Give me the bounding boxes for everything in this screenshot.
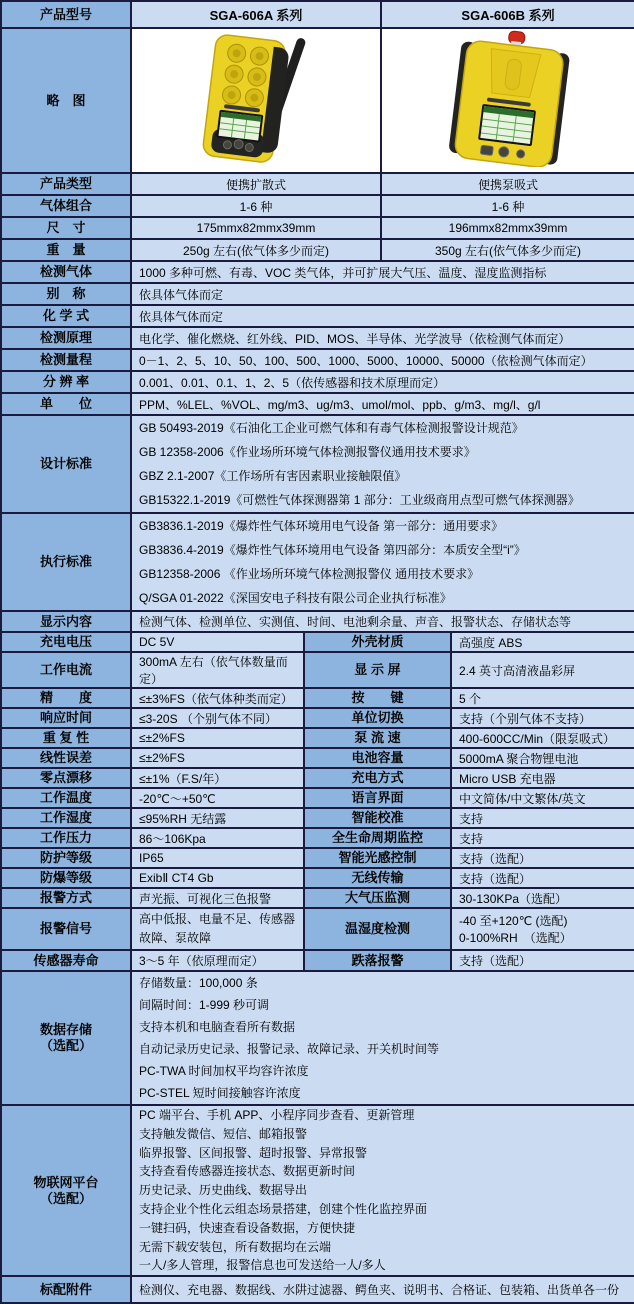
label-barometric-monitoring: 大气压监测 [304,888,451,908]
spec-line: PC-STEL 短时间接触容许浓度 [139,1086,301,1100]
label-working-current: 工作电流 [1,652,131,688]
value-resolution: 0.001、0.01、0.1、1、2、5（依传感器和技术原理而定） [131,371,634,393]
label-response-time: 响应时间 [1,708,131,728]
spec-line: 一键扫码，快速查看设备数据，方便快捷 [139,1220,356,1235]
value-barometric-monitoring: 30-130KPa（选配） [451,888,634,908]
value-design-standards [131,415,634,513]
value-unit-switch: 支持（个别气体不支持） [451,708,634,728]
spec-line: 0-100%RH （选配） [459,931,572,945]
label-units: 单 位 [1,393,131,415]
label-accuracy: 精 度 [1,688,131,708]
spec-line: 无需下载安装包，所有数据均在云端 [139,1239,332,1254]
spec-line: PC 端平台、手机 APP、小程序同步查看、更新管理 [139,1108,415,1122]
value-product-type-b: 便携泵吸式 [381,173,634,195]
value-shell-material: 高强度 ABS [451,632,634,652]
value-gas-combination-a: 1-6 种 [131,195,381,217]
label-working-humidity: 工作湿度 [1,808,131,828]
value-sensor-life: 3～5 年（依原理而定） [131,950,304,971]
spec-line: GB 50493-2019《石油化工企业可燃气体和有毒气体检测报警设计规范》 [139,421,524,435]
value-accuracy: ≤±3%FS（依气体种类而定） [131,688,304,708]
label-explosion-proof-rating: 防爆等级 [1,868,131,888]
device-b-image-cell [381,28,634,173]
value-buttons: 5 个 [451,688,634,708]
label-design-standards: 设计标准 [1,415,131,513]
spec-line: 存储数量：100,000 条 [139,976,258,990]
value-smart-calibration: 支持 [451,808,634,828]
label-pump-flow: 泵 流 速 [304,728,451,748]
label-alarm-signal: 报警信号 [1,908,131,950]
value-wireless-transmission: 支持（选配） [451,868,634,888]
label-sketch: 略 图 [1,28,131,173]
value-repeatability: ≤±2%FS [131,728,304,748]
label-detection-range: 检测量程 [1,349,131,371]
label-working-pressure: 工作压力 [1,828,131,848]
label-charging-voltage: 充电电压 [1,632,131,652]
label-line: 数据存储 [39,1022,92,1037]
value-dimensions-b: 196mmx82mmx39mm [381,217,634,239]
spec-line: 自动记录历史记录、报警记录、故障记录、开关机时间等 [139,1042,440,1056]
label-linearity-error: 线性误差 [1,748,131,768]
header-series-a: SGA-606A 系列 [131,1,381,28]
value-working-temperature: -20℃～+50℃ [131,788,304,808]
spec-line: GB12358-2006 《作业场所环境气体检测报警仪 通用技术要求》 [139,567,480,581]
label-resolution: 分 辨 率 [1,371,131,393]
value-explosion-proof-rating: ExibⅡ CT4 Gb [131,868,304,888]
spec-line: GB 12358-2006《作业场所环境气体检测报警仪通用技术要求》 [139,445,476,459]
label-gas-combination: 气体组合 [1,195,131,217]
value-working-pressure: 86～106Kpa [131,828,304,848]
label-detected-gases: 检测气体 [1,261,131,283]
label-zero-drift: 零点漂移 [1,768,131,788]
value-execution-standards [131,513,634,611]
value-dimensions-a: 175mmx82mmx39mm [131,217,381,239]
label-temp-humidity-detection: 温湿度检测 [304,908,451,950]
label-iot-platform [1,1105,131,1276]
value-detected-gases: 1000 多种可燃、有毒、VOC 类气体，并可扩展大气压、温度、湿度监测指标 [131,261,634,283]
label-chemical-formula: 化 学 式 [1,305,131,327]
device-a-image-cell [131,28,381,173]
label-wireless-transmission: 无线传输 [304,868,451,888]
label-unit-switch: 单位切换 [304,708,451,728]
label-dimensions: 尺 寸 [1,217,131,239]
value-pump-flow: 400-600CC/Min（限泵吸式） [451,728,634,748]
header-label-product-model: 产品型号 [1,1,131,28]
value-units: PPM、%LEL、%VOL、mg/m3、ug/m3、umol/mol、ppb、g/m3、mg/l、g/l [131,393,634,415]
value-weight-a: 250g 左右(依气体多少而定) [131,239,381,261]
value-detection-range: 0－1、2、5、10、50、100、500、1000、5000、10000、50000（依检测气体而定） [131,349,634,371]
label-line: 物联网平台 [33,1174,99,1190]
label-alias: 别 称 [1,283,131,305]
value-product-type-a: 便携扩散式 [131,173,381,195]
header-series-b: SGA-606B 系列 [381,1,634,28]
label-line: （选配） [39,1190,92,1206]
value-weight-b: 350g 左右(依气体多少而定) [381,239,634,261]
value-alias: 依具体气体而定 [131,283,634,305]
value-charging-method: Micro USB 充电器 [451,768,634,788]
label-alarm-mode: 报警方式 [1,888,131,908]
value-standard-accessories: 检测仪、充电器、数据线、水阱过滤器、鳄鱼夹、说明书、合格证、包装箱、出货单各一份 [131,1276,634,1303]
value-alarm-signal: 高中低报、电量不足、传感器故障、泵故障 [131,908,304,950]
spec-line: Q/SGA 01-2022《深国安电子科技有限公司企业执行标准》 [139,591,452,605]
label-standard-accessories: 标配附件 [1,1276,131,1303]
value-battery-capacity: 5000mA 聚合物锂电池 [451,748,634,768]
value-temp-humidity-detection [451,908,634,950]
value-lifecycle-monitoring: 支持 [451,828,634,848]
label-line: （选配） [39,1038,92,1053]
spec-line: 支持本机和电脑查看所有数据 [139,1020,296,1034]
label-working-temperature: 工作温度 [1,788,131,808]
spec-line: 历史记录、历史曲线、数据导出 [139,1183,308,1198]
value-charging-voltage: DC 5V [131,632,304,652]
value-display-content: 检测气体、检测单位、实测值、时间、电池剩余量、声音、报警状态、存储状态等 [131,611,634,632]
value-iot-platform [131,1105,634,1276]
spec-line: GB3836.4-2019《爆炸性气体环境用电气设备 第四部分：本质安全型“i”》 [139,543,526,557]
value-gas-combination-b: 1-6 种 [381,195,634,217]
label-detection-principle: 检测原理 [1,327,131,349]
device-b-image [391,29,625,167]
label-lifecycle-monitoring: 全生命周期监控 [304,828,451,848]
value-working-humidity: ≤95%RH 无结露 [131,808,304,828]
label-sensor-life: 传感器寿命 [1,950,131,971]
value-light-sensor-control: 支持（选配） [451,848,634,868]
spec-line: 一人/多人管理，报警信息也可发送给一人/多人 [139,1258,386,1273]
value-detection-principle: 电化学、催化燃烧、红外线、PID、MOS、半导体、光学波导（依检测气体而定） [131,327,634,349]
spec-line: 支持企业个性化云组态场景搭建，创建个性化监控界面 [139,1201,428,1216]
spec-line: -40 至+120℃ (选配) [459,914,568,928]
value-protection-rating: IP65 [131,848,304,868]
label-charging-method: 充电方式 [304,768,451,788]
value-language-ui: 中文简体/中文繁体/英文 [451,788,634,808]
label-shell-material: 外壳材质 [304,632,451,652]
value-drop-alarm: 支持（选配） [451,950,634,971]
label-execution-standards: 执行标准 [1,513,131,611]
label-display-content: 显示内容 [1,611,131,632]
value-linearity-error: ≤±2%FS [131,748,304,768]
label-drop-alarm: 跌落报警 [304,950,451,971]
value-chemical-formula: 依具体气体而定 [131,305,634,327]
spec-line: 间隔时间：1-999 秒可调 [139,998,270,1012]
label-data-storage [1,971,131,1105]
label-language-ui: 语言界面 [304,788,451,808]
label-repeatability: 重 复 性 [1,728,131,748]
label-weight: 重 量 [1,239,131,261]
value-zero-drift: ≤±1%（F.S/年） [131,768,304,788]
spec-line: 支持查看传感器连接状态、数据更新时间 [139,1164,356,1179]
label-light-sensor-control: 智能光感控制 [304,848,451,868]
spec-line: PC-TWA 时间加权平均容许浓度 [139,1064,309,1078]
label-product-type: 产品类型 [1,173,131,195]
spec-line: GB3836.1-2019《爆炸性气体环境用电气设备 第一部分：通用要求》 [139,519,504,533]
spec-line: GBZ 2.1-2007《工作场所有害因素职业接触限值》 [139,469,407,483]
label-display-screen: 显 示 屏 [304,652,451,688]
spec-line: GB15322.1-2019《可燃性气体探测器第 1 部分：工业级商用点型可燃气体探测器》 [139,493,580,507]
label-smart-calibration: 智能校准 [304,808,451,828]
value-data-storage [131,971,634,1105]
label-protection-rating: 防护等级 [1,848,131,868]
spec-line: 临界报警、区间报警、超时报警、异常报警 [139,1145,368,1160]
value-alarm-mode: 声光振、可视化三色报警 [131,888,304,908]
spec-line: 支持触发微信、短信、邮箱报警 [139,1126,308,1141]
label-buttons: 按 键 [304,688,451,708]
value-response-time: ≤3-20S （个别气体不同） [131,708,304,728]
value-working-current: 300mA 左右（依气体数量而定） [131,652,304,688]
value-display-screen: 2.4 英寸高清液晶彩屏 [451,652,634,688]
label-battery-capacity: 电池容量 [304,748,451,768]
device-a-image [141,29,371,167]
